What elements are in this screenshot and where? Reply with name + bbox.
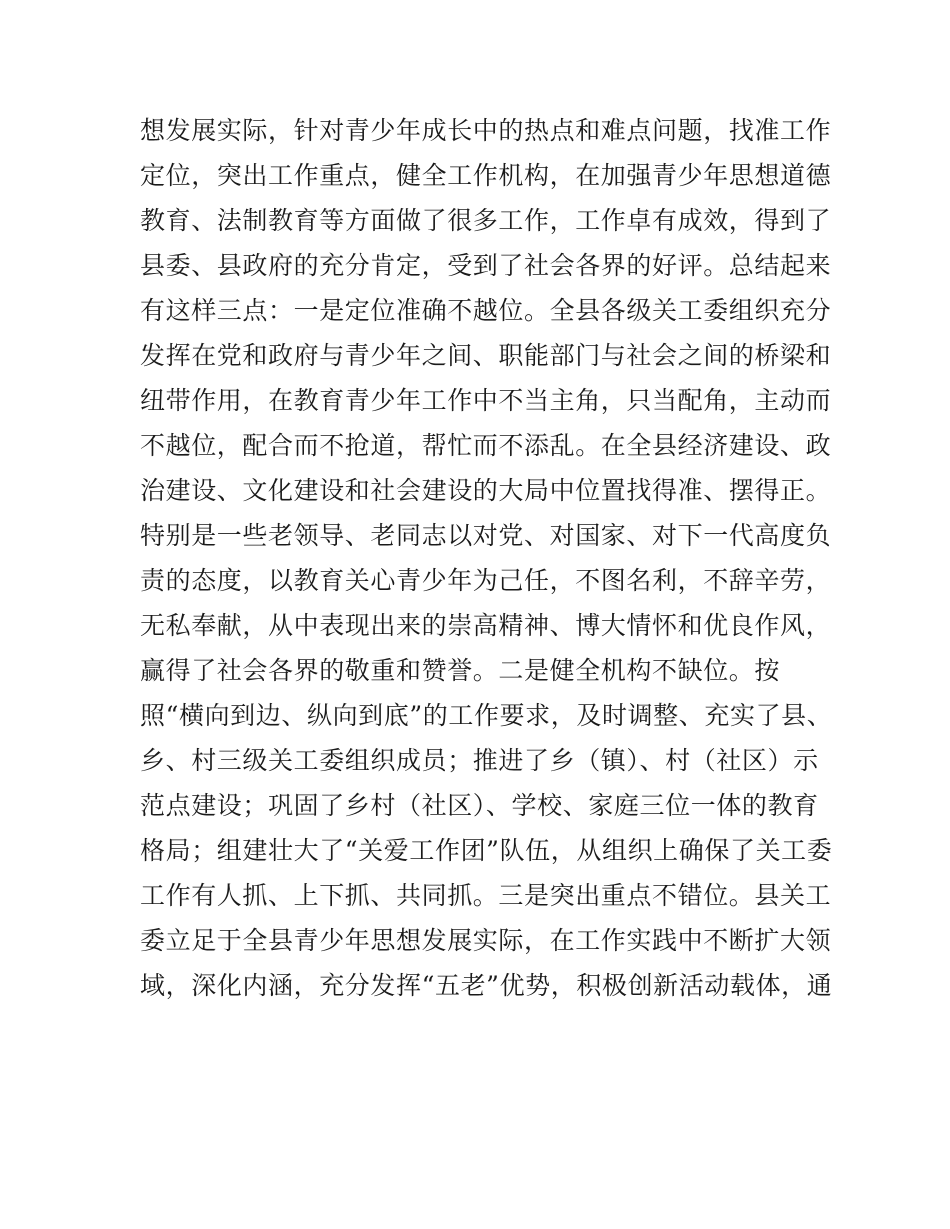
text-line: 委立足于全县青少年思想发展实际，在工作实践中不断扩大领 bbox=[140, 926, 832, 955]
text-line: 格局；组建壮大了“关爱工作团”队伍，从组织上确保了关工委 bbox=[140, 836, 833, 865]
text-line: 范点建设；巩固了乡村（社区）、学校、家庭三位一体的教育 bbox=[140, 791, 819, 820]
text-line: 工作有人抓、上下抓、共同抓。三是突出重点不错位。县关工 bbox=[140, 881, 832, 910]
text-line: 赢得了社会各界的敬重和赞誉。二是健全机构不缺位。按 bbox=[140, 656, 781, 685]
text-line: 照“横向到边、纵向到底”的工作要求，及时调整、充实了县、 bbox=[140, 701, 833, 730]
text-line: 不越位，配合而不抢道，帮忙而不添乱。在全县经济建设、政 bbox=[140, 431, 832, 460]
text-line: 县委、县政府的充分肯定，受到了社会各界的好评。总结起来 bbox=[140, 251, 832, 280]
text-line: 无私奉献，从中表现出来的崇高精神、博大情怀和优良作风， bbox=[140, 611, 832, 640]
text-line: 责的态度，以教育关心青少年为己任，不图名利，不辞辛劳， bbox=[140, 566, 832, 595]
text-line: 乡、村三级关工委组织成员；推进了乡（镇）、村（社区）示 bbox=[140, 746, 819, 775]
text-line: 定位，突出工作重点，健全工作机构，在加强青少年思想道德 bbox=[140, 161, 832, 190]
text-line: 特别是一些老领导、老同志以对党、对国家、对下一代高度负 bbox=[140, 521, 832, 550]
text-line: 域，深化内涵，充分发挥“五老”优势，积极创新活动载体，通 bbox=[140, 971, 833, 1000]
text-line: 治建设、文化建设和社会建设的大局中位置找得准、摆得正。 bbox=[140, 476, 832, 505]
text-line: 纽带作用，在教育青少年工作中不当主角，只当配角，主动而 bbox=[140, 386, 832, 415]
body-text bbox=[140, 108, 833, 1008]
text-line: 有这样三点：一是定位准确不越位。全县各级关工委组织充分 bbox=[140, 296, 832, 325]
text-line: 发挥在党和政府与青少年之间、职能部门与社会之间的桥梁和 bbox=[140, 341, 832, 370]
text-line: 想发展实际，针对青少年成长中的热点和难点问题，找准工作 bbox=[140, 116, 832, 145]
text-line: 教育、法制教育等方面做了很多工作，工作卓有成效，得到了 bbox=[140, 206, 832, 235]
